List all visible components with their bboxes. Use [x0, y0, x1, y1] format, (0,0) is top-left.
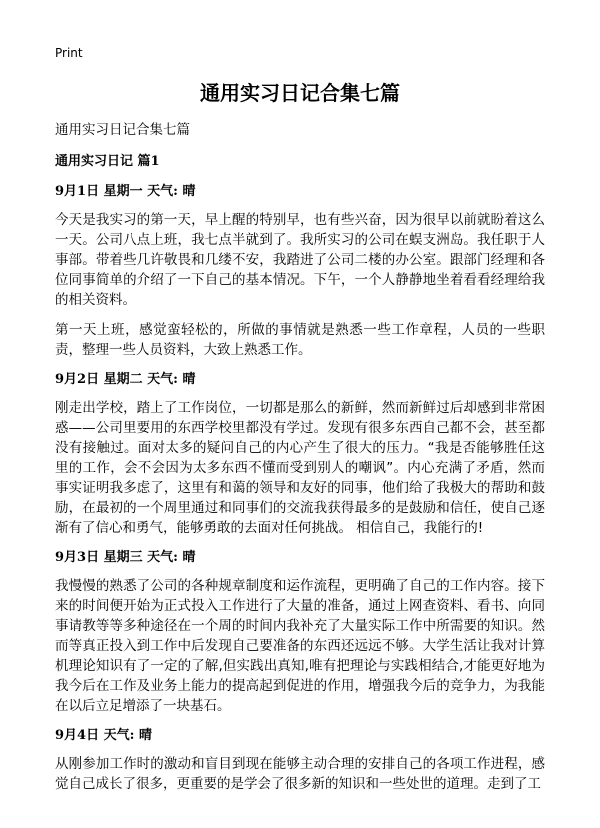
section-heading: 通用实习日记 篇1	[55, 154, 160, 169]
diary-entry	[55, 548, 545, 716]
diary-entry	[55, 370, 545, 538]
entry-paragraph: 从刚参加工作时的激动和盲目到现在能够主动合理的安排自己的各项工作进程，感觉自己成长了很多，更重要的是学会了很多新的知识和一些处世的道理。走到了工	[55, 756, 545, 792]
document-title: 通用实习日记合集七篇	[200, 81, 400, 105]
document-body	[55, 120, 545, 804]
diary-entry	[55, 726, 545, 794]
entry-paragraph: 我慢慢的熟悉了公司的各种规章制度和运作流程，更明确了自己的工作内容。接下来的时间便开始为正式投入工作进行了大量的准备，通过上网查资料、看书、向同事请教等等多种途径在一个周的时间内我补充了大量实际工作中所需要的知识。然而等真正投入到工作中后发现自己要准备的东西还远远不够。大学生活让我对计算机理论知识有了一定的了解,但实践出真知,唯有把理论与实践相结合,才能更好地为我今后在工作及业务上能力的提高起到促进的作用，增强我今后的竞争力，为我能在以后立足增添了一块基石。	[55, 578, 545, 714]
entry-heading: 9月4日 天气: 晴	[55, 728, 152, 743]
diary-entry	[55, 182, 545, 360]
entry-heading: 9月1日 星期一 天气: 晴	[55, 184, 196, 199]
document-subtitle: 通用实习日记合集七篇	[55, 122, 190, 138]
entry-paragraph: 今天是我实习的第一天，早上醒的特别早，也有些兴奋，因为很早以前就盼着这么一天。公司八点上班，我七点半就到了。我所实习的公司在蜈支洲岛。我任职于人事部。带着些几许敬畏和几缕不安，我踏进了公司二楼的办公室。跟部门经理和各位同事简单的介绍了一下自己的基本情况。下午，一个人静静地坐着看看经理给我的相关资料。	[55, 212, 545, 308]
entry-heading: 9月3日 星期三 天气: 晴	[55, 550, 196, 565]
entry-heading: 9月2日 星期二 天气: 晴	[55, 372, 196, 387]
print-link[interactable]: Print	[55, 46, 83, 60]
entry-paragraph: 刚走出学校，踏上了工作岗位，一切都是那么的新鲜，然而新鲜过后却感到非常困惑——公司里要用的东西学校里都没有学过。发现有很多东西自己都不会，甚至都没有接触过。面对太多的疑问自己的内心产生了很大的压力。“我是否能够胜任这里的工作，会不会因为太多东西不懂而受到别人的嘲讽”。内心充满了矛盾，然而事实证明我多虑了，这里有和蔼的领导和友好的同事，他们给了我极大的帮助和鼓励，在最初的一个周里通过和同事们的交流我获得最多的是鼓励和信任，使自己逐渐有了信心和勇气，能够勇敢的去面对任何挑战。 相信自己，我能行的!	[55, 400, 545, 536]
entry-paragraph: 第一天上班，感觉蛮轻松的，所做的事情就是熟悉一些工作章程，人员的一些职责，整理一些人员资料，大致上熟悉工作。	[55, 322, 545, 358]
